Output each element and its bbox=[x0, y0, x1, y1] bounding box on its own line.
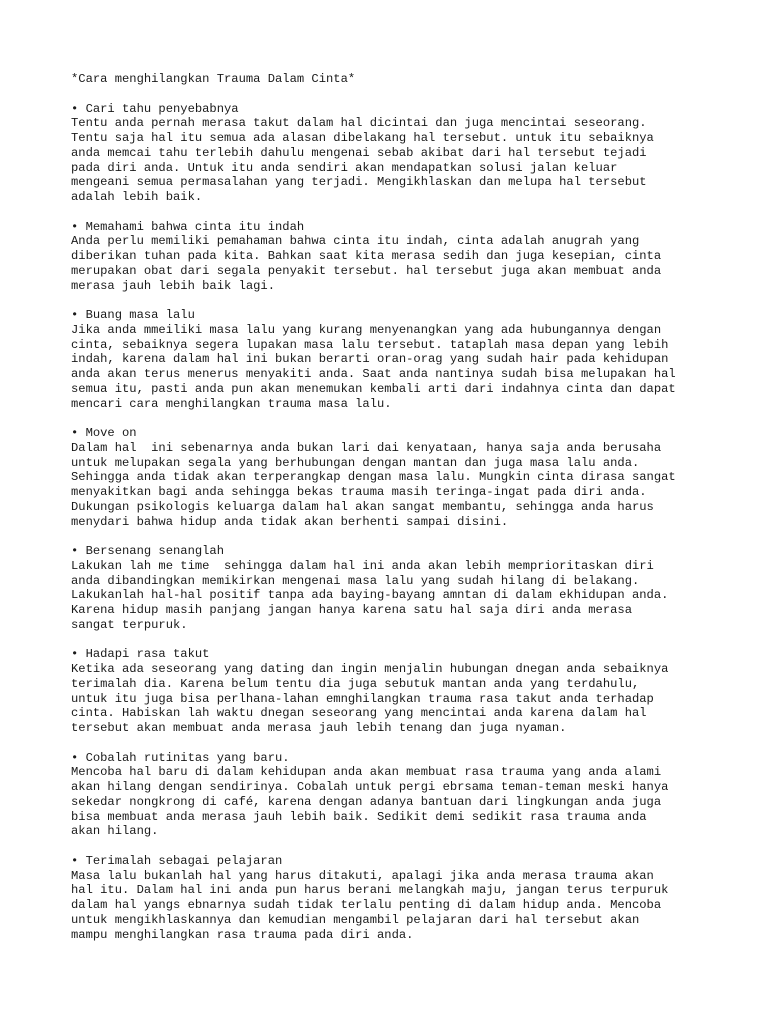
paragraph-line: Ketika ada seseorang yang dating dan ingin menjalin hubungan dnegan anda sebaiknya bbox=[71, 662, 669, 676]
paragraph-line: tersebut akan membuat anda merasa jauh lebih tenang dan juga nyaman. bbox=[71, 721, 567, 735]
section-heading: • Memahami bahwa cinta itu indah bbox=[71, 219, 305, 234]
document-page bbox=[71, 72, 761, 942]
paragraph-line: Masa lalu bukanlah hal yang harus ditakuti, apalagi jika anda merasa trauma akan bbox=[71, 868, 654, 883]
section-hadapi-rasa-takut bbox=[71, 647, 761, 736]
document-title: *Cara menghilangkan Trauma Dalam Cinta* bbox=[71, 72, 356, 86]
paragraph-line: terimalah dia. Karena belum tentu dia juga sebutuk mantan anda yang terdahulu, bbox=[71, 676, 640, 691]
section-heading: • Terimalah sebagai pelajaran bbox=[71, 853, 283, 868]
paragraph-line: mengeani semua permasalahan yang terjadi. Mengikhlaskan dan melupa hal tersebut bbox=[71, 175, 647, 190]
paragraph-line: anda akan terus menerus menyakiti anda. Saat anda nantinya sudah bisa melupakan hal bbox=[71, 367, 676, 381]
paragraph-line: mencari cara menghilangkan trauma masa lalu. bbox=[71, 396, 392, 411]
section-terimalah-pelajaran bbox=[71, 854, 761, 943]
paragraph-line: menydari bahwa hidup anda tidak akan berhenti sampai disini. bbox=[71, 514, 509, 529]
paragraph-line: hal itu. Dalam hal ini anda pun harus berani melangkah maju, jangan terus terpuruk bbox=[71, 883, 669, 898]
section-rutinitas-baru bbox=[71, 751, 761, 840]
paragraph-line: Anda perlu memiliki pemahaman bahwa cinta itu indah, cinta adalah anugrah yang bbox=[71, 234, 640, 249]
section-memahami-cinta-indah bbox=[71, 220, 761, 294]
paragraph-line: cinta. Habiskan lah waktu dnegan seseorang yang mencintai anda karena dalam hal bbox=[71, 706, 647, 721]
paragraph-line: sangat terpuruk. bbox=[71, 617, 188, 632]
paragraph-line: merupakan obat dari segala penyakit tersebut. hal tersebut juga akan membuat anda bbox=[71, 263, 662, 278]
paragraph-line: akan hilang. bbox=[71, 824, 159, 839]
paragraph-line: semua itu, pasti anda pun akan menemukan kembali arti dari indahnya cinta dan dapat bbox=[71, 381, 676, 396]
paragraph-line: Mencoba hal baru di dalam kehidupan anda akan membuat rasa trauma yang anda alami bbox=[71, 765, 662, 780]
paragraph-line: Dalam hal ini sebenarnya anda bukan lari dai kenyataan, hanya saja anda berusaha bbox=[71, 440, 662, 455]
paragraph-line: diberikan tuhan pada kita. Bahkan saat kita merasa sedih dan juga kesepian, cinta bbox=[71, 249, 662, 263]
paragraph-line: Sehingga anda tidak akan terperangkap dengan masa lalu. Mungkin cinta dirasa sangat bbox=[71, 470, 676, 485]
section-heading: • Hadapi rasa takut bbox=[71, 647, 210, 662]
paragraph-line: cinta, sebaiknya segera lupakan masa lalu tersebut. tataplah masa depan yang lebih bbox=[71, 337, 669, 352]
paragraph-line: anda memcai tahu terlebih dahulu mengenai sebab akibat dari hal tersebut tejadi bbox=[71, 145, 647, 160]
paragraph-line: untuk melupakan segala yang berhubungan dengan mantan dan juga masa lalu anda. bbox=[71, 455, 640, 470]
paragraph-line: pada diri anda. Untuk itu anda sendiri akan mendapatkan solusi jalan keluar bbox=[71, 160, 618, 175]
paragraph-line: anda dibandingkan memikirkan mengenai masa lalu yang sudah hilang di belakang. bbox=[71, 573, 640, 588]
paragraph-line: Tentu saja hal itu semua ada alasan dibelakang hal tersebut. untuk itu sebaiknya bbox=[71, 131, 654, 145]
paragraph-line: merasa jauh lebih baik lagi. bbox=[71, 278, 275, 293]
section-cari-tahu-penyebabnya bbox=[71, 102, 761, 205]
paragraph-line: menyakitkan bagi anda sehingga bekas trauma masih teringa-ingat pada diri anda. bbox=[71, 485, 647, 499]
section-heading: • Cari tahu penyebabnya bbox=[71, 101, 239, 116]
paragraph-line: adalah lebih baik. bbox=[71, 190, 203, 204]
paragraph-line: Lakukanlah hal-hal positif tanpa ada baying-bayang amntan di dalam ekhidupan anda. bbox=[71, 588, 669, 603]
paragraph-line: untuk itu juga bisa perlhana-lahan emnghilangkan trauma rasa takut anda terhadap bbox=[71, 691, 654, 706]
paragraph-line: akan hilang dengan sendirinya. Cobalah untuk pergi ebrsama teman-teman meski hanya bbox=[71, 780, 669, 794]
section-heading: • Buang masa lalu bbox=[71, 308, 195, 322]
section-buang-masa-lalu bbox=[71, 308, 761, 411]
section-move-on bbox=[71, 426, 761, 529]
paragraph-line: dalam hal yangs ebnarnya sudah tidak terlalu penting di dalam hidup anda. Mencoba bbox=[71, 898, 662, 912]
section-bersenang-senanglah bbox=[71, 544, 761, 633]
paragraph-line: Karena hidup masih panjang jangan hanya karena satu hal saja diri anda merasa bbox=[71, 603, 632, 617]
paragraph-line: Lakukan lah me time sehingga dalam hal ini anda akan lebih memprioritaskan diri bbox=[71, 558, 654, 573]
section-heading: • Cobalah rutinitas yang baru. bbox=[71, 750, 290, 765]
paragraph-line: bisa membuat anda merasa jauh lebih baik. Sedikit demi sedikit rasa trauma anda bbox=[71, 809, 647, 824]
paragraph-line: mampu menghilangkan rasa trauma pada diri anda. bbox=[71, 927, 414, 942]
paragraph-line: Tentu anda pernah merasa takut dalam hal dicintai dan juga mencintai seseorang. bbox=[71, 116, 647, 131]
paragraph-line: Dukungan psikologis keluarga dalam hal akan sangat membantu, sehingga anda harus bbox=[71, 499, 654, 514]
paragraph-line: indah, karena dalam hal ini bukan berarti oran-orag yang sudah hair pada kehidupan bbox=[71, 352, 669, 367]
paragraph-line: untuk mengikhlaskannya dan kemudian mengambil pelajaran dari hal tersebut akan bbox=[71, 912, 640, 927]
paragraph-line: Jika anda mmeiliki masa lalu yang kurang menyenangkan yang ada hubungannya dengan bbox=[71, 322, 662, 337]
section-heading: • Bersenang senanglah bbox=[71, 544, 224, 558]
paragraph-line: sekedar nongkrong di café, karena dengan adanya bantuan dari lingkungan anda juga bbox=[71, 794, 662, 809]
section-heading: • Move on bbox=[71, 426, 137, 440]
